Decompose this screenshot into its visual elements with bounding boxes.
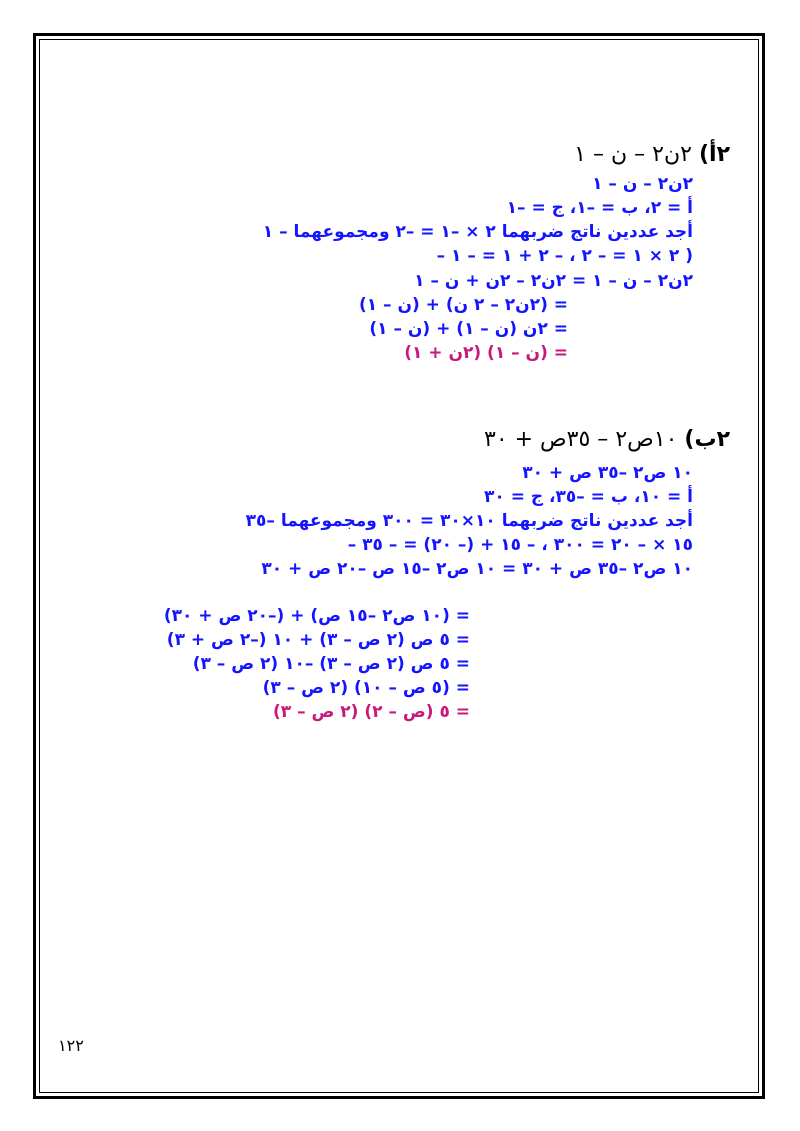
- problem-b-expression: ١٠ص٢ – ٣٥ص + ٣٠: [484, 427, 678, 452]
- problem-a-step: ٢ن٢ – ن – ١ = ٢ن٢ – ٢ن + ن – ١: [414, 271, 693, 291]
- problem-a-final: = (ن – ١) (٢ن + ١): [404, 343, 568, 363]
- problem-a-label: ٢أ): [698, 142, 730, 167]
- problem-a-step: أجد عددين ناتج ضربهما ٢ × –١ = –٢ ومجموعهما – ١: [262, 222, 693, 242]
- problem-b-step: = (١٠ ص٢ –١٥ ص) + (–٢٠ ص + ٣٠): [163, 606, 470, 626]
- problem-a-expression: ٢ن٢ – ن – ١: [574, 142, 692, 167]
- problem-b-step: ١٠ ص٢ –٣٥ ص + ٣٠ = ١٠ ص٢ –١٥ ص –٢٠ ص + ٣٠: [261, 559, 693, 579]
- problem-b-step: = (٥ ص – ١٠) (٢ ص – ٣): [262, 678, 470, 698]
- problem-b-label: ٢ب): [684, 427, 730, 452]
- problem-a-step: – ٢ × ١ = – ٢ ، – ٢ + ١ = – ١ ): [436, 246, 693, 266]
- problem-b-step: أ = ١٠، ب = –٣٥، ج = ٣٠: [484, 487, 693, 507]
- problem-a-step: أ = ٢، ب = –١، ج = –١: [506, 198, 693, 218]
- problem-b-step: – ١٥ × – ٢٠ = ٣٠٠ ، – ١٥ + (– ٢٠) = – ٣٥: [347, 535, 693, 555]
- problem-b-step: ١٠ ص٢ –٣٥ ص + ٣٠: [522, 463, 693, 483]
- problem-a-step: ٢ن٢ – ن – ١: [592, 174, 693, 194]
- problem-a-heading: [574, 140, 730, 170]
- problem-b-step: أجد عددين ناتج ضربهما ١٠×٣٠ = ٣٠٠ ومجموعهما –٣٥: [245, 511, 693, 531]
- page-number: ١٢٢: [58, 1036, 84, 1055]
- problem-a-step: = (٢ن٢ – ٢ ن) + (ن – ١): [358, 295, 568, 315]
- problem-b-heading: [484, 425, 730, 455]
- problem-a-step: = ٢ن (ن – ١) + (ن – ١): [369, 319, 568, 339]
- problem-b-step: = ٥ ص (٢ ص – ٣) + ١٠ (–٢ ص + ٣): [166, 630, 470, 650]
- problem-b-step: = ٥ ص (٢ ص – ٣) –١٠ (٢ ص – ٣): [192, 654, 470, 674]
- problem-b-final: = ٥ (ص – ٢) (٢ ص – ٣): [272, 702, 470, 722]
